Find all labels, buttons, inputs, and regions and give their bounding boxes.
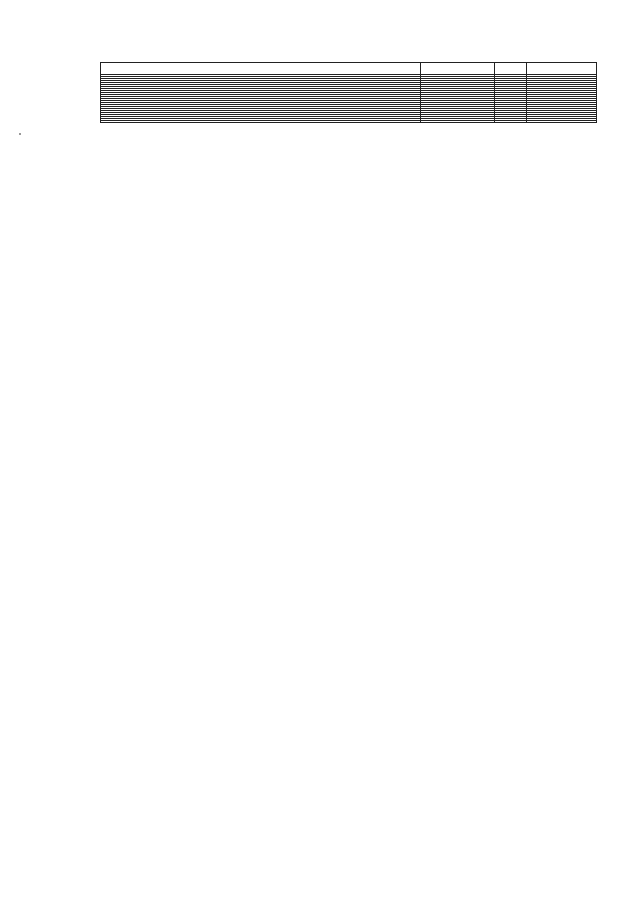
header-cell-type (495, 63, 527, 75)
budget-table-body (101, 63, 597, 123)
scan-speck (19, 133, 21, 135)
header-cell-name (101, 63, 421, 75)
table-row (101, 121, 597, 123)
row-amount-cell (527, 121, 597, 123)
row-type-cell (495, 121, 527, 123)
header-cell-amount (527, 63, 597, 75)
row-code-cell (421, 121, 495, 123)
header-row (101, 63, 597, 75)
header-cell-code (421, 63, 495, 75)
row-name-cell (101, 121, 421, 123)
budget-table (100, 62, 597, 123)
